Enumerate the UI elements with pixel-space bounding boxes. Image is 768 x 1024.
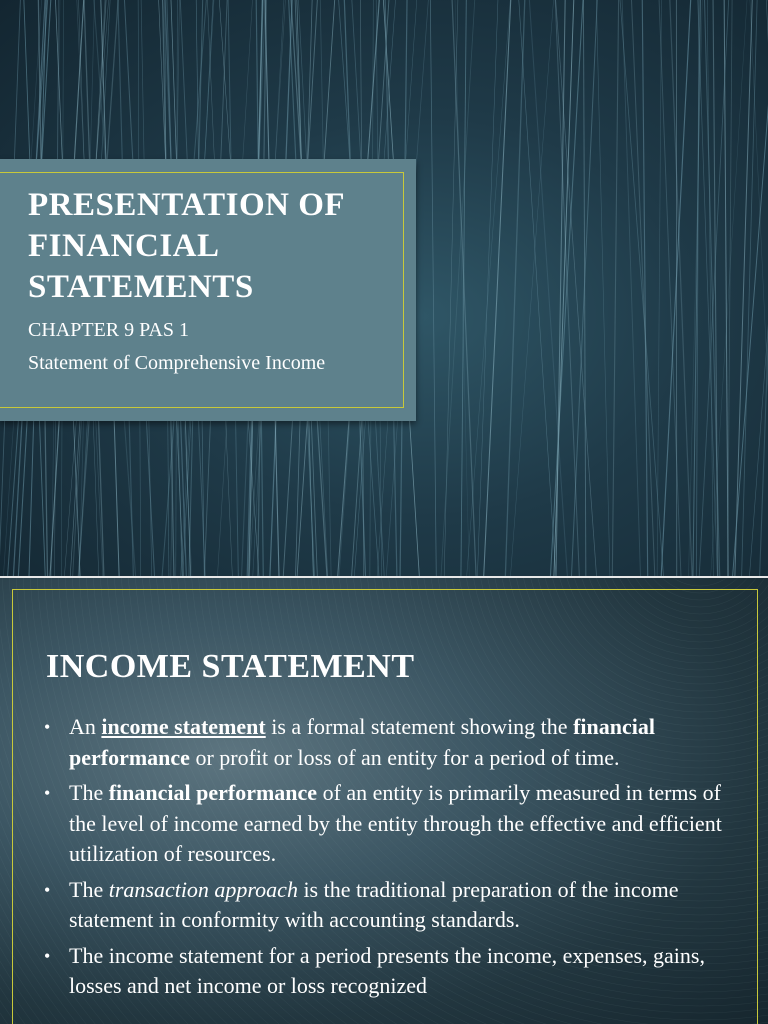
- list-item: [44, 778, 734, 870]
- text-run: The income statement for a period presents the income, expenses, gains, losses and net income or loss recognized: [69, 942, 705, 998]
- background-line: [622, 0, 641, 576]
- term-income-statement: income statement: [101, 714, 266, 739]
- background-line: [728, 0, 733, 576]
- text-run: The: [69, 876, 109, 902]
- background-line: [430, 0, 436, 576]
- slide-title-line: STATEMENTS: [28, 269, 254, 305]
- background-line: [659, 0, 681, 576]
- term-financial-performance: financial performance: [69, 714, 655, 770]
- chapter-subtitle: CHAPTER 9 PAS 1: [28, 319, 189, 341]
- text-run: An: [69, 714, 102, 739]
- background-line: [505, 0, 525, 576]
- slide-title-line: PRESENTATION OF: [28, 187, 346, 223]
- bullet-list: [44, 712, 734, 1007]
- list-item: [44, 941, 734, 1002]
- background-line: [657, 0, 661, 576]
- topic-subtitle: Statement of Comprehensive Income: [28, 352, 326, 374]
- text-run: The: [69, 780, 109, 805]
- slide-heading: INCOME STATEMENT: [46, 648, 415, 685]
- list-item: [44, 712, 734, 773]
- bullet-icon: •: [44, 783, 51, 803]
- list-item: [44, 875, 734, 936]
- background-line: [510, 0, 554, 576]
- text-run: or profit or loss of an entity for a period of time.: [189, 744, 620, 770]
- background-line: [724, 0, 728, 576]
- text-run: is a formal statement showing the: [265, 714, 574, 739]
- background-line: [759, 0, 768, 576]
- term-transaction-approach: transaction approach: [108, 876, 298, 902]
- background-line: [452, 0, 476, 576]
- background-line: [670, 0, 693, 576]
- slide-title-line: FINANCIAL: [28, 228, 220, 264]
- text-run: of an entity is primarily measured in terms of the level of income earned by the entity through the effective and efficient utilization of resources.: [69, 780, 722, 866]
- bullet-icon: •: [44, 879, 51, 900]
- background-line: [596, 0, 610, 576]
- background-line: [698, 0, 718, 576]
- bullet-icon: •: [44, 717, 51, 737]
- background-line: [750, 0, 768, 576]
- slide-title: [28, 185, 398, 308]
- content-slide: [0, 578, 768, 1024]
- text-run: is the traditional preparation of the income statement in conformity with accounting standards.: [69, 876, 679, 932]
- background-line: [518, 0, 556, 576]
- background-line: [620, 0, 664, 576]
- background-line: [612, 0, 618, 576]
- background-line: [441, 0, 475, 576]
- background-line: [661, 0, 691, 576]
- background-line: [749, 0, 768, 576]
- title-box: [0, 159, 416, 421]
- background-ring: [659, 578, 741, 579]
- bullet-icon: •: [44, 945, 51, 966]
- term-financial-performance: financial performance: [108, 780, 318, 805]
- background-line: [550, 0, 583, 576]
- background-line: [688, 0, 702, 576]
